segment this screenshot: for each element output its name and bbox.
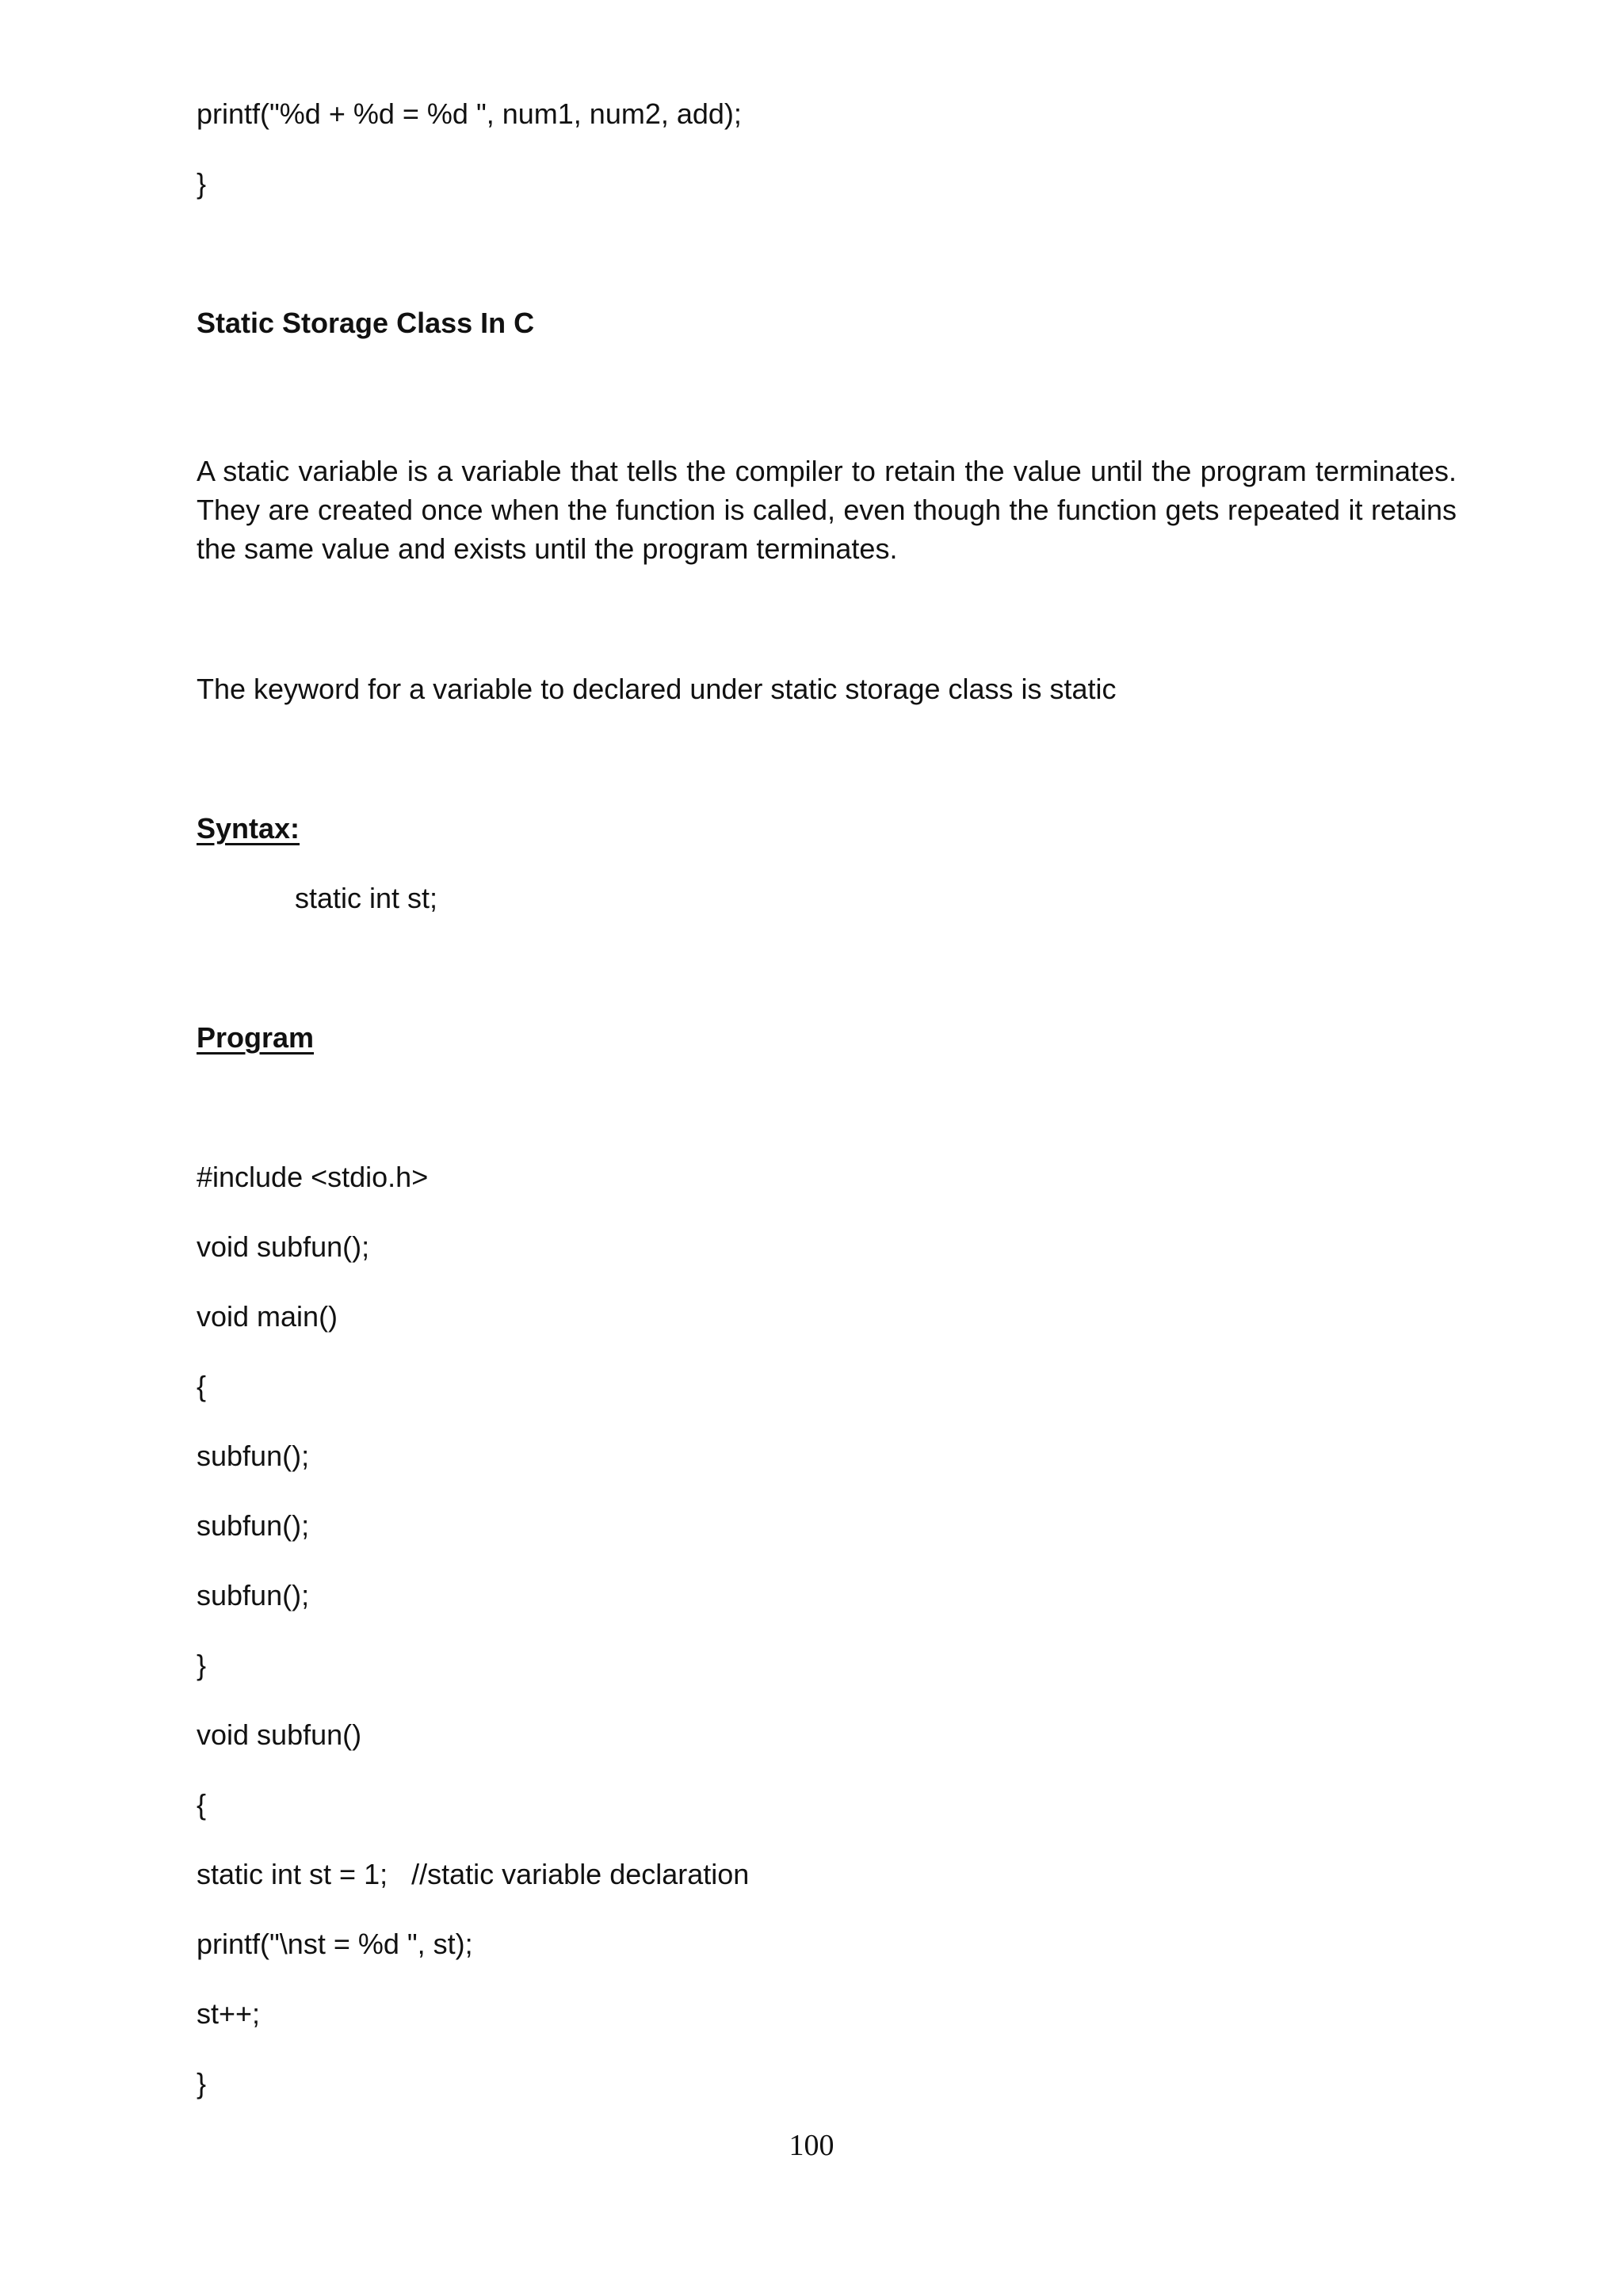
syntax-label: Syntax: bbox=[197, 812, 300, 845]
keyword-sentence: The keyword for a variable to declared under static storage class is static bbox=[197, 673, 1117, 705]
program-code-line: st++; bbox=[197, 1997, 261, 2030]
description-paragraph: A static variable is a variable that tells the compiler to retain the value until the program terminates. They are created once when the function is called, even though the function gets repeated it retains the same value and exists until the program terminates. bbox=[197, 455, 1457, 565]
program-code-line: printf("\nst = %d ", st); bbox=[197, 1928, 473, 1960]
program-code-line: void main() bbox=[197, 1300, 338, 1333]
program-code-line: } bbox=[197, 1649, 207, 1681]
program-code-line: } bbox=[197, 2067, 207, 2100]
program-code-line: #include <stdio.h> bbox=[197, 1161, 429, 1193]
program-code-line: subfun(); bbox=[197, 1579, 310, 1611]
program-label: Program bbox=[197, 1021, 315, 1054]
program-code-line: subfun(); bbox=[197, 1440, 310, 1472]
program-code-line: { bbox=[197, 1370, 207, 1402]
program-code-line: void subfun() bbox=[197, 1718, 362, 1751]
program-code-line: static int st = 1; //static variable declaration bbox=[197, 1858, 750, 1890]
section-heading: Static Storage Class In C bbox=[197, 307, 535, 339]
program-code-line: void subfun(); bbox=[197, 1230, 370, 1263]
code-line-printf: printf("%d + %d = %d ", num1, num2, add); bbox=[197, 97, 742, 130]
syntax-code: static int st; bbox=[295, 882, 438, 914]
code-line-close-brace: } bbox=[197, 167, 207, 200]
program-code-line: { bbox=[197, 1788, 207, 1821]
program-code-line: subfun(); bbox=[197, 1509, 310, 1542]
page-number: 100 bbox=[789, 2129, 834, 2162]
